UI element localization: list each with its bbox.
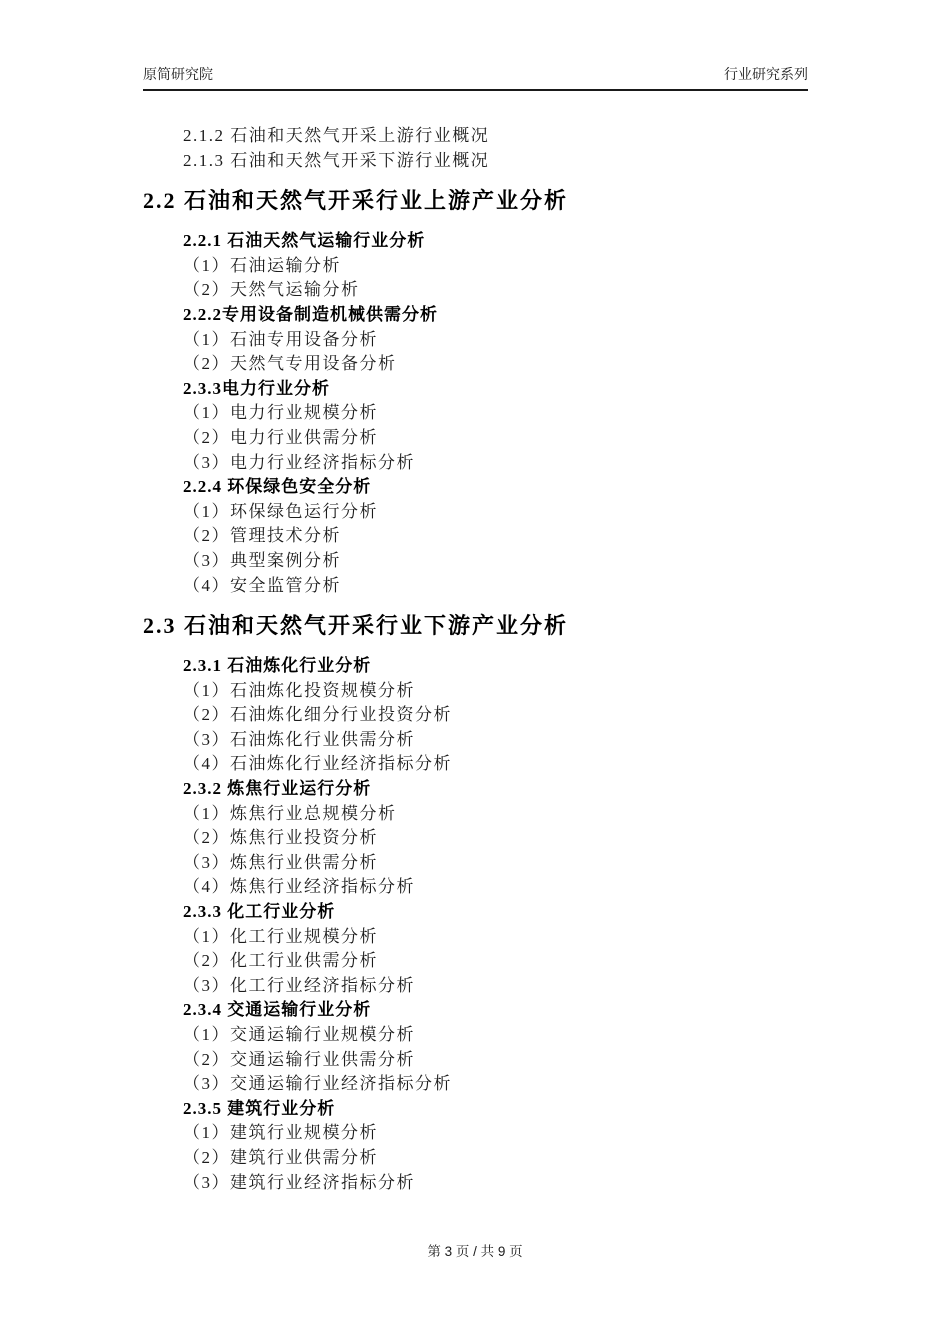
toc-entry: 2.1.3 石油和天然气开采下游行业概况 [183, 150, 490, 170]
toc-entry: 2.3.3电力行业分析 [183, 378, 330, 398]
toc-entry: （1）化工行业规模分析 [183, 926, 378, 946]
toc-entry: （1）交通运输行业规模分析 [183, 1025, 415, 1044]
toc-entry: （2）天然气专用设备分析 [183, 354, 397, 374]
toc-entry: （1）环保绿色运行分析 [183, 501, 378, 521]
toc-entry: 2.3.4 交通运输行业分析 [183, 1000, 372, 1020]
toc-entry: （4）安全监管分析 [183, 575, 341, 595]
toc-entry: （2）管理技术分析 [183, 526, 341, 546]
section-heading: 2.3 石油和天然气开采行业下游产业分析 [143, 613, 569, 639]
header-left-label: 原简研究院 [143, 66, 213, 82]
table-of-contents [143, 124, 830, 1195]
toc-entry: （2）电力行业供需分析 [183, 427, 378, 447]
toc-entry: （4）炼焦行业经济指标分析 [183, 877, 415, 897]
page-number: 第 3 页 / 共 9 页 [427, 1244, 523, 1259]
toc-entry: （2）建筑行业供需分析 [183, 1147, 378, 1167]
toc-entry: 2.2.2专用设备制造机械供需分析 [183, 304, 438, 324]
toc-entry: （3）交通运输行业经济指标分析 [183, 1074, 452, 1094]
toc-entry: （2）炼焦行业投资分析 [183, 828, 378, 848]
toc-entry: （2）交通运输行业供需分析 [183, 1049, 415, 1069]
toc-entry: （1）石油炼化投资规模分析 [183, 680, 415, 700]
page-header [143, 64, 808, 91]
toc-entry: （3）建筑行业经济指标分析 [183, 1172, 415, 1192]
toc-entry: （1）建筑行业规模分析 [183, 1123, 378, 1143]
toc-entry: （3）炼焦行业供需分析 [183, 852, 378, 872]
toc-entry: （3）典型案例分析 [183, 550, 341, 570]
toc-entry: 2.3.5 建筑行业分析 [183, 1098, 336, 1118]
toc-entry: （1）电力行业规模分析 [183, 403, 378, 423]
toc-entry: （3）电力行业经济指标分析 [183, 452, 415, 472]
page-footer [0, 1240, 950, 1260]
section-heading: 2.2 石油和天然气开采行业上游产业分析 [143, 188, 569, 214]
toc-entry: 2.3.1 石油炼化行业分析 [183, 656, 372, 676]
toc-entry: （2）石油炼化细分行业投资分析 [183, 705, 452, 725]
toc-entry: （1）石油运输分析 [183, 255, 341, 275]
toc-entry: （4）石油炼化行业经济指标分析 [183, 754, 452, 774]
toc-entry: 2.2.1 石油天然气运输行业分析 [183, 231, 426, 251]
toc-entry: （2）化工行业供需分析 [183, 951, 378, 971]
toc-entry: （1）石油专用设备分析 [183, 329, 378, 349]
toc-entry: 2.2.4 环保绿色安全分析 [183, 477, 372, 497]
toc-entry: （2）天然气运输分析 [183, 280, 360, 300]
toc-entry: 2.1.2 石油和天然气开采上游行业概况 [183, 126, 490, 145]
toc-entry: （3）化工行业经济指标分析 [183, 975, 415, 995]
toc-entry: 2.3.2 炼焦行业运行分析 [183, 779, 372, 799]
toc-entry: 2.3.3 化工行业分析 [183, 902, 336, 922]
header-right-label: 行业研究系列 [724, 66, 808, 82]
toc-entry: （3）石油炼化行业供需分析 [183, 729, 415, 749]
toc-entry: （1）炼焦行业总规模分析 [183, 803, 397, 823]
